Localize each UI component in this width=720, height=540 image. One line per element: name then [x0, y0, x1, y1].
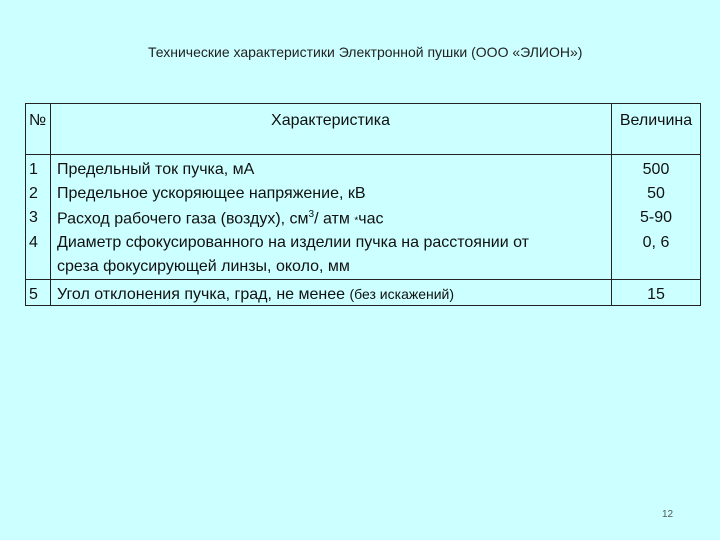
row-number: 4 — [29, 234, 38, 251]
row-characteristic: Предельное ускоряющее напряжение, кВ — [57, 185, 366, 202]
row-value: 15 — [647, 286, 665, 303]
row-characteristic: Предельный ток пучка, мА — [57, 161, 255, 178]
header-value: Величина — [619, 112, 693, 129]
column-divider — [50, 104, 51, 305]
slide-title: Технические характеристики Электронной пушки (ООО «ЭЛИОН») — [148, 44, 583, 60]
row-number: 5 — [29, 286, 38, 303]
row-text-note: (без искажений) — [349, 286, 455, 302]
row-value: 5-90 — [639, 209, 673, 226]
row-value: 0, 6 — [642, 234, 670, 251]
row-number: 3 — [29, 209, 38, 226]
row-text-part: Расход рабочего газа (воздух), см — [57, 210, 309, 228]
row-characteristic — [57, 209, 383, 228]
row-divider — [26, 279, 700, 280]
row-number: 1 — [29, 161, 38, 178]
row-text-part: Угол отклонения пучка, град, не менее — [57, 286, 350, 303]
row-characteristic-continued: среза фокусирующей линзы, около, мм — [57, 258, 350, 275]
page-number: 12 — [662, 509, 674, 520]
multiply-sign: * — [354, 215, 359, 227]
superscript: 3 — [308, 209, 315, 220]
row-value: 500 — [642, 161, 670, 178]
column-divider — [611, 104, 612, 305]
characteristics-table — [25, 103, 701, 306]
row-number: 2 — [29, 185, 38, 202]
header-number: № — [29, 112, 47, 129]
row-characteristic — [57, 286, 454, 304]
row-text-part: час — [358, 210, 384, 228]
header-characteristic: Характеристика — [271, 112, 390, 129]
row-divider — [26, 154, 700, 155]
row-value: 50 — [647, 185, 665, 202]
row-text-part: / атм — [314, 210, 355, 228]
row-characteristic: Диаметр сфокусированного на изделии пучка на расстоянии от — [57, 234, 529, 251]
